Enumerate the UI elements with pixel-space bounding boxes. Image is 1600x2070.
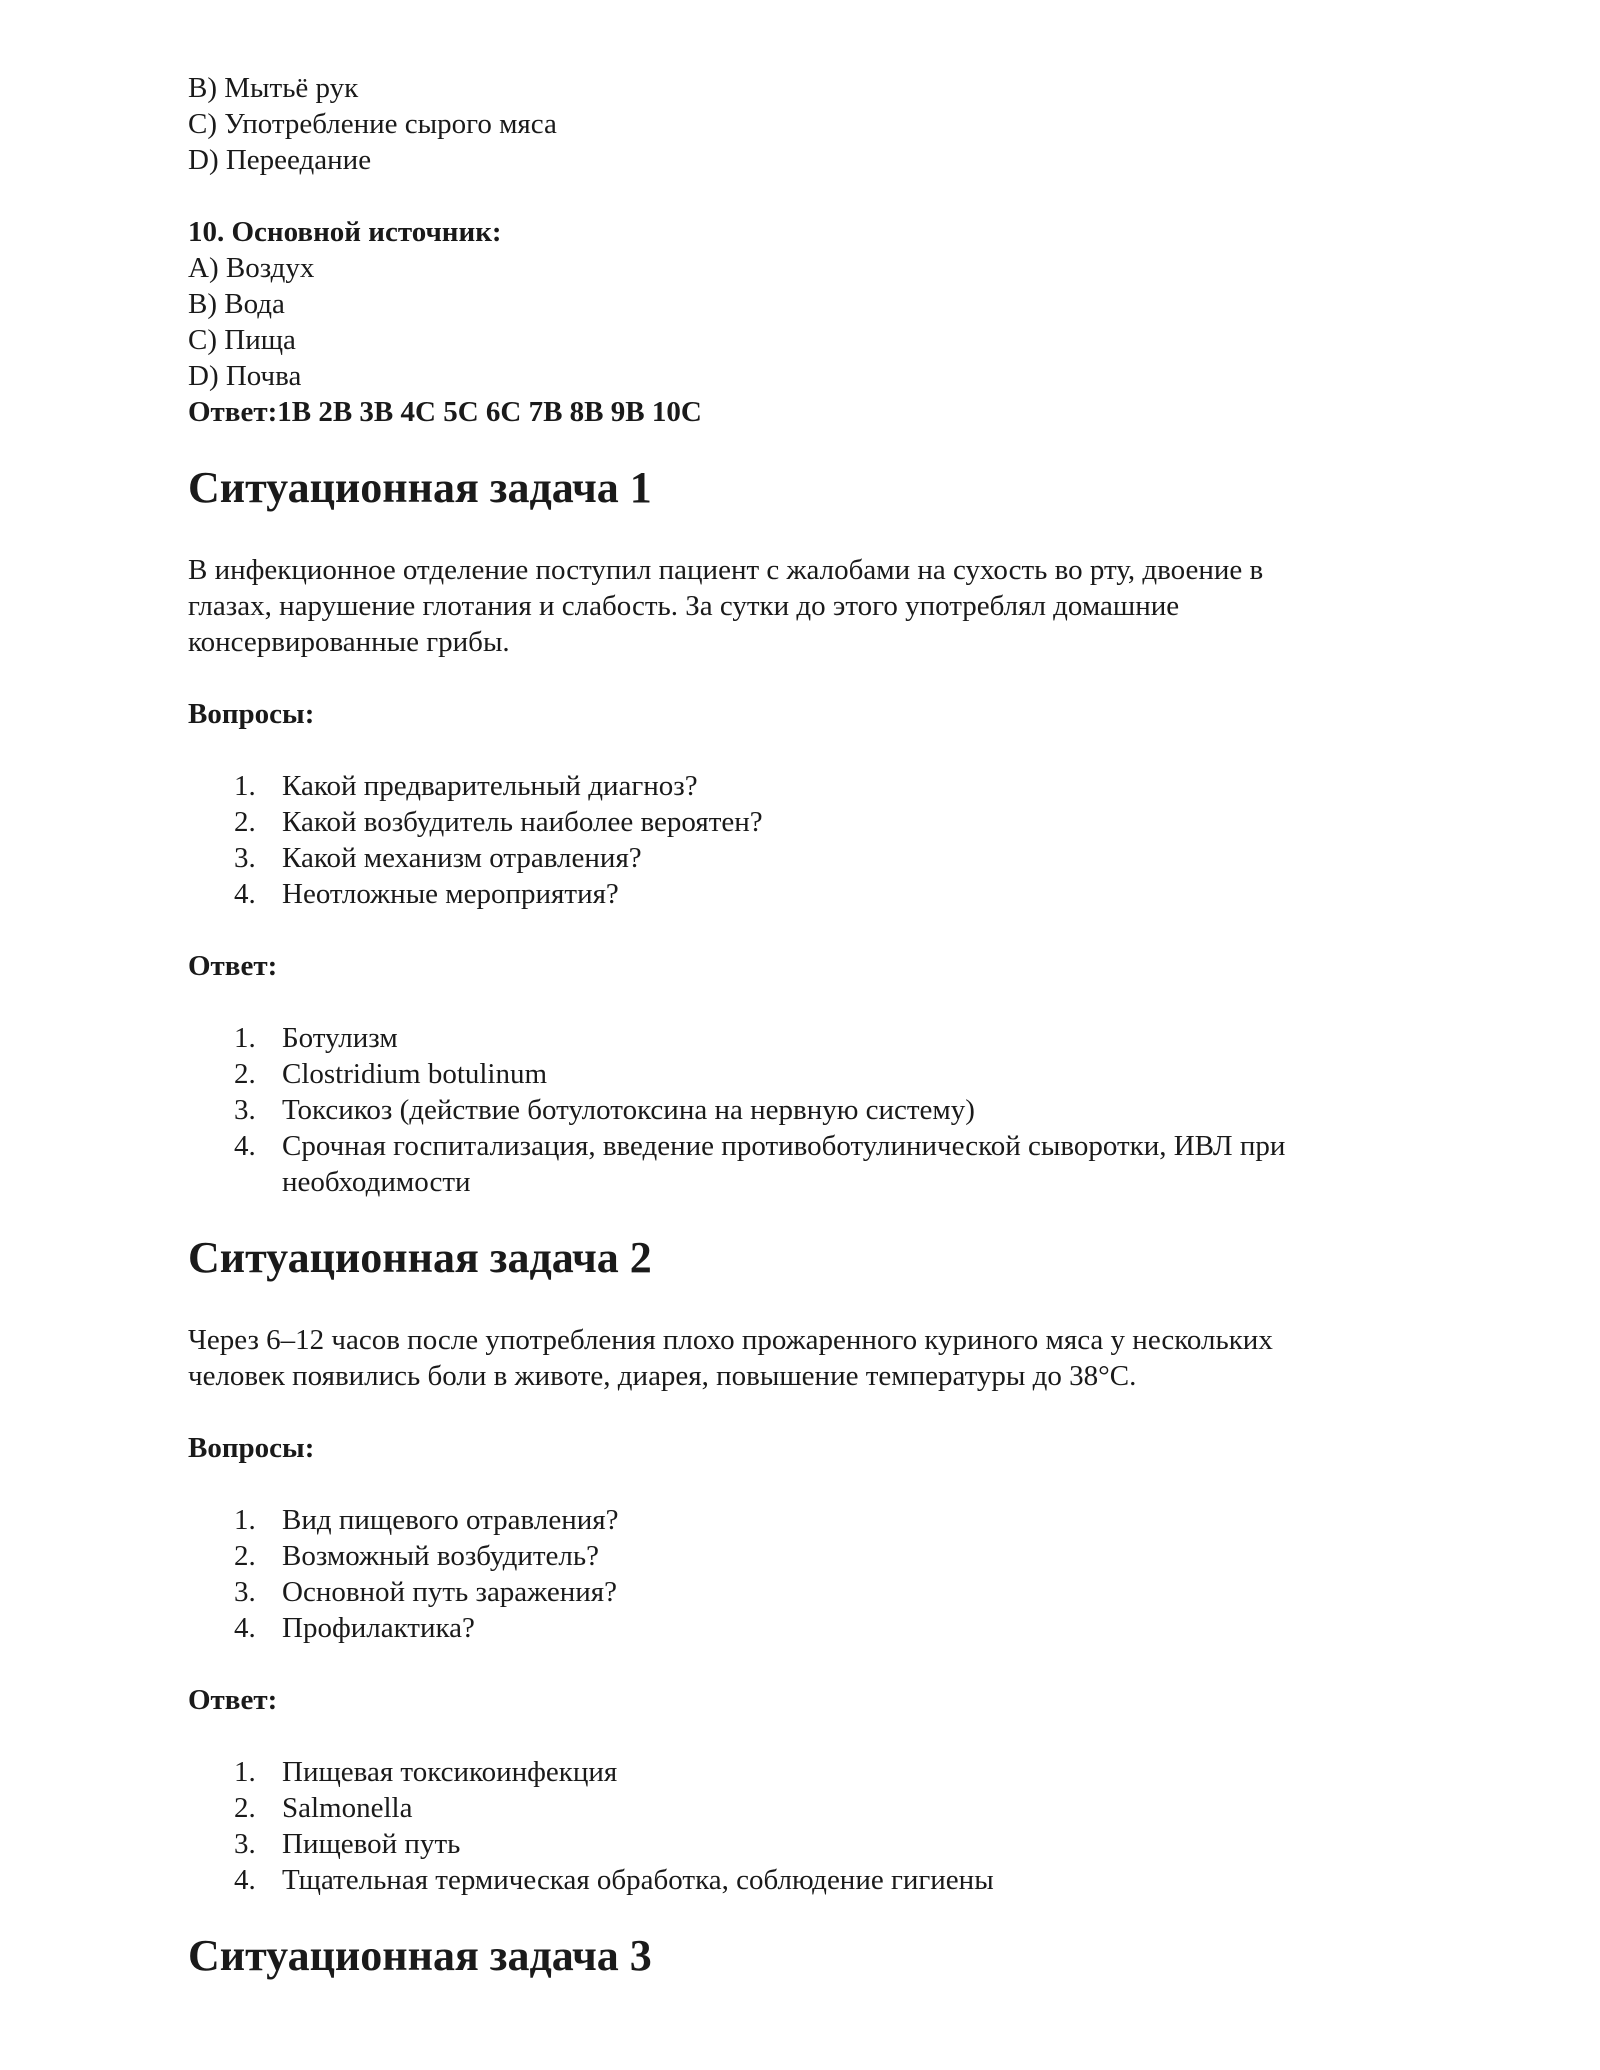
list-item <box>188 1826 1418 1862</box>
task-1-text-line: В инфекционное отделение поступил пациент с жалобами на сухость во рту, двоение в <box>188 554 1264 586</box>
task-2-answers-list <box>188 1754 1418 1898</box>
list-item <box>188 1502 1418 1538</box>
list-number: 1. <box>234 770 256 802</box>
list-number: 4. <box>234 878 256 910</box>
quiz-answer-key: Ответ:1B 2B 3B 4C 5C 6C 7B 8B 9B 10C <box>188 396 702 428</box>
document-page <box>188 70 1418 2020</box>
list-item <box>188 1020 1418 1056</box>
list-number: 3. <box>234 1828 256 1860</box>
q10-option-d: D) Почва <box>188 360 302 392</box>
task-1-answers-list <box>188 1020 1418 1200</box>
list-item-text: Вид пищевого отравления? <box>282 1504 619 1536</box>
list-item <box>188 840 1418 876</box>
spacer <box>188 732 1418 768</box>
q10-option-c: C) Пища <box>188 324 296 356</box>
list-item <box>188 804 1418 840</box>
task-1-questions-list <box>188 768 1418 912</box>
list-item-text: Clostridium botulinum <box>282 1058 548 1090</box>
list-item <box>188 1862 1418 1898</box>
task-2-text-line: Через 6–12 часов после употребления плохо прожаренного куриного мяса у нескольких <box>188 1324 1273 1356</box>
question-10-title: 10. Основной источник: <box>188 216 502 248</box>
list-number: 1. <box>234 1504 256 1536</box>
list-number: 1. <box>234 1022 256 1054</box>
list-number: 2. <box>234 806 256 838</box>
list-item <box>188 768 1418 804</box>
spacer <box>188 1394 1418 1430</box>
task-1-text-line: глазах, нарушение глотания и слабость. За сутки до этого употреблял домашние <box>188 590 1180 622</box>
list-item-text: Salmonella <box>282 1792 413 1824</box>
list-item-text: Пищевой путь <box>282 1828 461 1860</box>
list-item-text-continued: необходимости <box>282 1166 471 1198</box>
spacer <box>188 178 1418 214</box>
list-item <box>188 1790 1418 1826</box>
list-item <box>188 876 1418 912</box>
spacer <box>188 1718 1418 1754</box>
list-number: 4. <box>234 1612 256 1644</box>
option-c: C) Употребление сырого мяса <box>188 108 557 140</box>
list-item-text: Токсикоз (действие ботулотоксина на нервную систему) <box>282 1094 975 1126</box>
list-item-text: Ботулизм <box>282 1022 398 1054</box>
list-item-text: Пищевая токсикоинфекция <box>282 1756 618 1788</box>
list-item-text: Неотложные мероприятия? <box>282 878 619 910</box>
list-item <box>188 1128 1418 1200</box>
list-item <box>188 1610 1418 1646</box>
task-2-answer-label: Ответ: <box>188 1684 278 1716</box>
q10-option-b: B) Вода <box>188 288 285 320</box>
task-2-text-line: человек появились боли в животе, диарея, повышение температуры до 38°C. <box>188 1360 1137 1392</box>
list-item-text: Срочная госпитализация, введение противоботулинической сыворотки, ИВЛ при <box>282 1130 1286 1162</box>
spacer <box>188 660 1418 696</box>
list-item-text: Какой механизм отравления? <box>282 842 642 874</box>
spacer <box>188 1466 1418 1502</box>
task-1-heading: Ситуационная задача 1 <box>188 463 652 512</box>
task-2-questions-label: Вопросы: <box>188 1432 315 1464</box>
task-2-heading: Ситуационная задача 2 <box>188 1233 652 1282</box>
option-d: D) Переедание <box>188 144 372 176</box>
spacer <box>188 1646 1418 1682</box>
list-number: 1. <box>234 1756 256 1788</box>
task-1-questions-label: Вопросы: <box>188 698 315 730</box>
task-3-heading: Ситуационная задача 3 <box>188 1931 652 1980</box>
list-number: 2. <box>234 1540 256 1572</box>
list-item <box>188 1754 1418 1790</box>
list-number: 2. <box>234 1792 256 1824</box>
list-item-text: Какой предварительный диагноз? <box>282 770 698 802</box>
list-number: 4. <box>234 1864 256 1896</box>
list-number: 3. <box>234 1576 256 1608</box>
list-item-text: Основной путь заражения? <box>282 1576 617 1608</box>
spacer <box>188 912 1418 948</box>
option-b: B) Мытьё рук <box>188 72 359 104</box>
task-1-answer-label: Ответ: <box>188 950 278 982</box>
list-item <box>188 1574 1418 1610</box>
list-item <box>188 1056 1418 1092</box>
task-1-text-line: консервированные грибы. <box>188 626 510 658</box>
list-item-text: Тщательная термическая обработка, соблюдение гигиены <box>282 1864 994 1896</box>
list-item <box>188 1092 1418 1128</box>
list-item-text: Профилактика? <box>282 1612 475 1644</box>
task-2-questions-list <box>188 1502 1418 1646</box>
list-number: 3. <box>234 842 256 874</box>
list-item <box>188 1538 1418 1574</box>
list-number: 3. <box>234 1094 256 1126</box>
list-item-text: Возможный возбудитель? <box>282 1540 599 1572</box>
list-number: 2. <box>234 1058 256 1090</box>
list-item-text: Какой возбудитель наиболее вероятен? <box>282 806 763 838</box>
spacer <box>188 984 1418 1020</box>
q10-option-a: A) Воздух <box>188 252 315 284</box>
list-number: 4. <box>234 1130 256 1162</box>
